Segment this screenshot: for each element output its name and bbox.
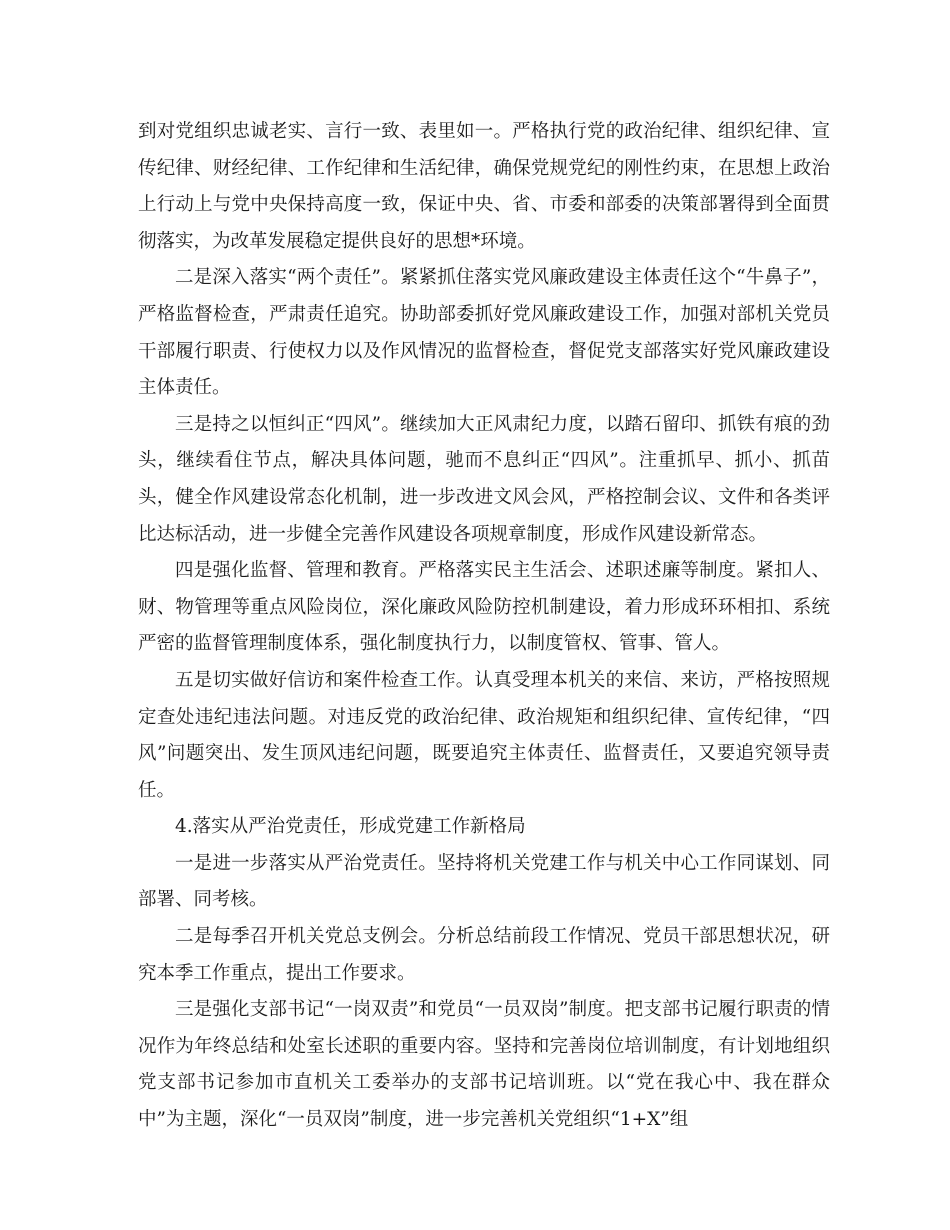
paragraph-branch-secretary: 三是强化支部书记“一岗双责”和党员“一员双岗”制度。把支部书记履行职责的情况作为年终总结和处室长述职的重要内容。坚持和完善岗位培训制度，有计划地组织党支部书记参加市直机关工委举办的支部书记培训班。以“党在我心中、我在群众中”为主题，深化“一员双岗”制度，进一步完善机关党组织“1+X”组 [138,999,830,1131]
paragraph-quarterly-meeting: 二是每季召开机关党总支例会。分析总结前段工作情况、党员干部思想状况，研究本季工作重点，提出工作要求。 [138,926,830,984]
paragraph-two-responsibilities: 二是深入落实“两个责任”。紧紧抓住落实党风廉政建设主体责任这个“牛鼻子”，严格监督检查，严肃责任追究。协助部委抓好党风廉政建设工作，加强对部机关党员干部履行职责、行使权力以及作风情况的监督检查，督促党支部落实好党风廉政建设主体责任。 [138,267,830,399]
paragraph-strict-governance: 一是进一步落实从严治党责任。坚持将机关党建工作与机关中心工作同谋划、同部署、同考核。 [138,852,830,911]
paragraph-supervision: 四是强化监督、管理和教育。严格落实民主生活会、述职述廉等制度。紧扣人、财、物管理等重点风险岗位，深化廉政风险防控机制建设，着力形成环环相扣、系统严密的监督管理制度体系，强化制度执行力，以制度管权、管事、管人。 [138,560,830,655]
paragraph-1: 到对党组织忠诚老实、言行一致、表里如一。严格执行党的政治纪律、组织纪律、宣传纪律、财经纪律、工作纪律和生活纪律，确保党规党纪的刚性约束，在思想上政治上行动上与党中央保持高度一致，保证中央、省、市委和部委的决策部署得到全面贯彻落实，为改革发展稳定提供良好的思想*环境。 [138,121,830,252]
paragraph-petitions: 五是切实做好信访和案件检查工作。认真受理本机关的来信、来访，严格按照规定查处违纪违法问题。对违反党的政治纪律、政治规矩和组织纪律、宣传纪律，“四风”问题突出、发生顶风违纪问题，既要追究主体责任、监督责任，又要追究领导责任。 [138,669,830,801]
section-heading: 4.落实从严治党责任，形成党建工作新格局 [175,816,526,838]
paragraph-four-styles: 三是持之以恒纠正“四风”。继续加大正风肃纪力度，以踏石留印、抓铁有痕的劲头，继续看住节点，解决具体问题，驰而不息纠正“四风”。注重抓早、抓小、抓苗头，健全作风建设常态化机制，进一步改进文风会风，严格控制会议、文件和各类评比达标活动，进一步健全完善作风建设各项规章制度，形成作风建设新常态。 [138,413,830,545]
